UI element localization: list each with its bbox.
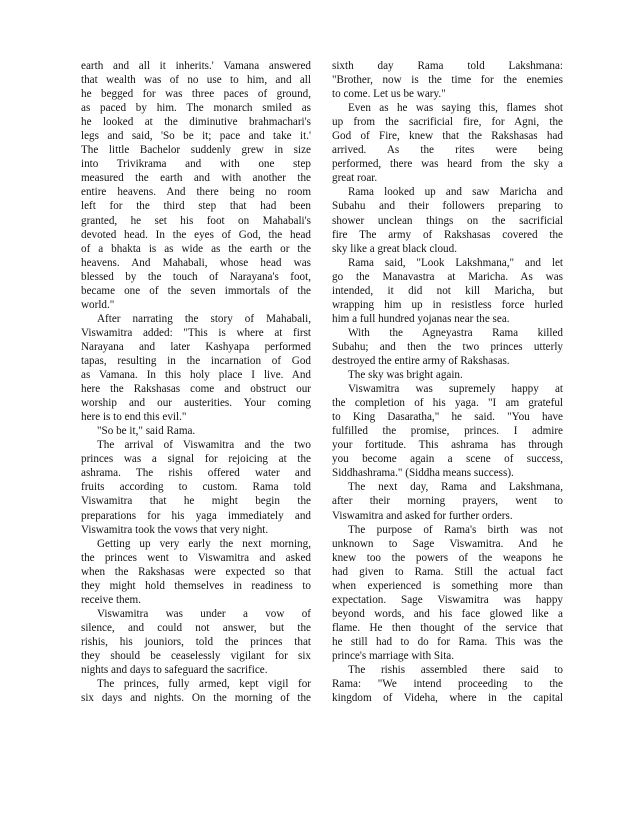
- text-line: the princes went to Viswamitra and asked: [81, 551, 311, 564]
- text-line: preparations for his yaga immediately and: [81, 509, 311, 522]
- text-line: as Vamana. In this holy place I live. And: [81, 369, 311, 382]
- text-line: go the Manavastra at Maricha. As was: [332, 270, 563, 283]
- text-line: expectation. Sage Viswamitra was happy: [332, 593, 563, 606]
- text-line: you become again a scene of success,: [332, 453, 563, 466]
- text-line: Viswamitra added: "This is where at first: [81, 326, 311, 339]
- text-line: six days and nights. On the morning of the: [81, 692, 311, 705]
- text-line: ashrama. The rishis offered water and: [81, 467, 311, 480]
- text-line: destroyed the entire army of Rakshasas.: [332, 354, 510, 367]
- text-line: up from the sacrificial fire, for Agni, the: [332, 116, 563, 129]
- text-line: The rishis assembled there said to: [348, 664, 563, 677]
- text-line: beyond words, and his face glowed like a: [332, 607, 563, 620]
- text-line: "Brother, now is the time for the enemies: [332, 74, 563, 87]
- text-line: legs and said, 'So be it; pace and take it.': [81, 130, 311, 143]
- text-line: earth and all it inherits.' Vamana answered: [81, 60, 311, 72]
- text-line: he begged for was three paces of ground,: [81, 88, 311, 101]
- text-line: your fortitude. This ashrama has through: [332, 439, 563, 452]
- text-line: With the Agneyastra Rama killed: [348, 326, 563, 339]
- text-line: receive them.: [81, 593, 142, 606]
- text-line: world.": [81, 298, 115, 311]
- text-line: him a full hundred yojanas near the sea.: [332, 312, 510, 325]
- text-line: wrapping him up in resistless force hurled: [332, 298, 563, 311]
- text-line: left for the third step that had been: [81, 200, 311, 213]
- text-line: worship and our austerities. Your coming: [81, 397, 311, 410]
- text-line: prince's marriage with Sita.: [332, 649, 455, 662]
- text-line: when experienced is something more than: [332, 579, 563, 592]
- text-line: The next day, Rama and Lakshmana,: [348, 481, 563, 494]
- text-line: granted, he set his foot on Mahabali's: [81, 214, 311, 227]
- text-line: Even as he was saying this, flames shot: [348, 102, 563, 115]
- text-line: sky like a great black cloud.: [332, 242, 457, 255]
- text-line: to come. Let us be wary.": [332, 88, 446, 101]
- text-line: heavens. And Mahabali, whose head was: [81, 256, 311, 269]
- text-line: here the Rakshasas come and obstruct our: [81, 383, 311, 396]
- text-line: Siddhashrama." (Siddha means success).: [332, 467, 514, 480]
- text-line: rishis, his jouniors, told the princes that: [81, 635, 311, 648]
- text-line: when the Rakshasas were expected so that: [81, 565, 311, 578]
- text-line: knew too the powers of the weapons he: [332, 551, 563, 564]
- text-line: Rama: "We intend proceeding to the: [332, 678, 563, 691]
- text-line: The princes, fully armed, kept vigil for: [97, 678, 311, 691]
- text-line: Subahu; and then the two princes utterly: [332, 340, 563, 353]
- text-line: they might hold themselves in readiness to: [81, 579, 311, 592]
- text-line: Viswamitra that he might begin the: [81, 495, 311, 508]
- text-line: The sky was bright again.: [348, 369, 463, 382]
- text-line: he still had to do for Rama. This was the: [332, 635, 563, 648]
- text-line: unknown to Sage Viswamitra. And he: [332, 537, 563, 550]
- text-line: they should be ceaselessly vigilant for six: [81, 649, 311, 662]
- text-line: here is to end this evil.": [81, 411, 187, 424]
- text-line: Rama looked up and saw Maricha and: [348, 186, 563, 199]
- text-line: flame. He then thought of the service that: [332, 621, 563, 634]
- text-line: fulfilled the promise, princes. I admire: [332, 425, 563, 438]
- text-line: sixth day Rama told Lakshmana:: [332, 60, 563, 72]
- text-line: into Trivikrama and with one step: [81, 158, 311, 171]
- text-line: performed, there was heard from the sky a: [332, 158, 563, 171]
- text-line: the completion of his yaga. "I am grateful: [332, 397, 563, 410]
- text-line: Viswamitra took the vows that very night.: [81, 523, 269, 536]
- text-line: Rama said, "Look Lakshmana," and let: [348, 256, 563, 269]
- text-line: to King Dasaratha," he said. "You have: [332, 411, 563, 424]
- text-line: kingdom of Videha, where in the capital: [332, 692, 563, 705]
- text-line: fruits according to custom. Rama told: [81, 481, 311, 494]
- text-line: Getting up very early the next morning,: [97, 537, 311, 550]
- text-line: that wealth was of no use to him, and all: [81, 74, 311, 87]
- text-line: The purpose of Rama's birth was not: [348, 523, 563, 536]
- text-line: arrived. As the rites were being: [332, 144, 563, 157]
- text-line: he looked at the diminutive brahmachari's: [81, 116, 311, 129]
- text-line: Viswamitra was supremely happy at: [348, 383, 563, 396]
- text-line: princes was a signal for rejoicing at the: [81, 453, 311, 466]
- text-line: tapas, resulting in the incarnation of God: [81, 354, 311, 367]
- text-line: after their morning prayers, went to: [332, 495, 563, 508]
- text-line: of a bhakta is as wide as the earth or the: [81, 242, 311, 255]
- text-line: blessed by the touch of Narayana's foot,: [81, 270, 311, 283]
- text-line: God of Fire, knew that the Rakshasas had: [332, 130, 563, 143]
- left-text-column: [81, 59, 311, 705]
- text-line: entire heavens. And there being no room: [81, 186, 311, 199]
- text-line: intended, it did not kill Maricha, but: [332, 284, 563, 297]
- text-line: Viswamitra was under a vow of: [97, 607, 311, 620]
- text-line: fire The army of Rakshasas covered the: [332, 228, 563, 241]
- text-line: as paced by him. The monarch smiled as: [81, 102, 311, 115]
- text-line: had given to Rama. Still the actual fact: [332, 565, 563, 578]
- text-line: Viswamitra and asked for further orders.: [332, 509, 513, 522]
- text-line: Subahu and their followers preparing to: [332, 200, 563, 213]
- text-line: The arrival of Viswamitra and the two: [97, 439, 311, 452]
- text-line: great roar.: [332, 172, 378, 185]
- text-line: The little Bachelor suddenly grew in size: [81, 144, 311, 157]
- text-line: silence, and could not answer, but the: [81, 621, 311, 634]
- text-line: nights and days to safeguard the sacrifice.: [81, 664, 268, 677]
- text-line: After narrating the story of Mahabali,: [97, 312, 311, 325]
- text-line: devoted head. In the eyes of God, the head: [81, 228, 311, 241]
- text-line: became one of the seven immortals of the: [81, 284, 311, 297]
- text-line: Narayana and later Kashyapa performed: [81, 340, 311, 353]
- right-text-column: [332, 59, 563, 705]
- text-line: measured the earth and with another the: [81, 172, 311, 185]
- text-line: shower unclean things on the sacrificial: [332, 214, 563, 227]
- text-line: "So be it," said Rama.: [97, 425, 196, 438]
